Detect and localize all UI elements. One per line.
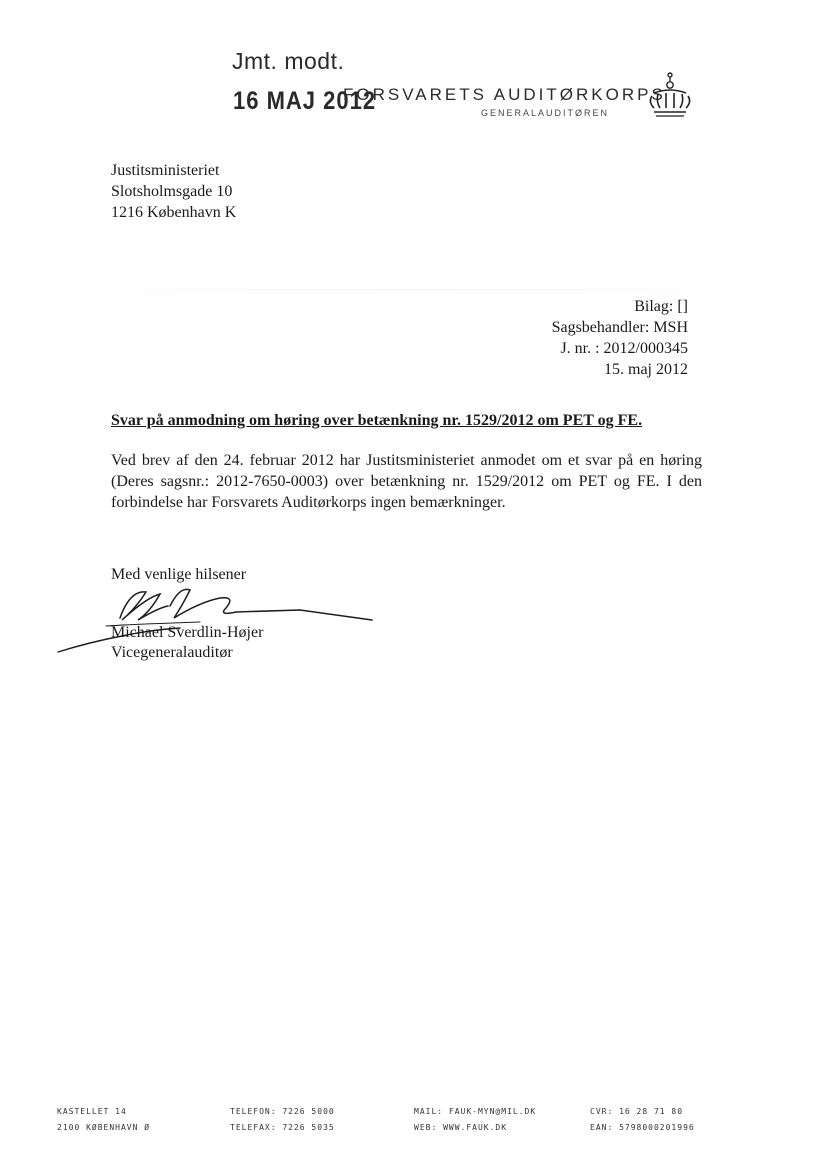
letterhead-name: FORSVARETS AUDITØRKORPS <box>343 85 666 104</box>
footer-registration <box>590 1104 695 1136</box>
letter-subject: Svar på anmodning om høring over betænkning nr. 1529/2012 om PET og FE. <box>111 412 643 429</box>
reference-block <box>552 296 688 380</box>
case-handler: Sagsbehandler: MSH <box>551 319 688 336</box>
received-stamp: Jmt. modt. <box>232 48 345 74</box>
footer-line: EAN: 5798000201996 <box>590 1123 695 1132</box>
footer-line: CVR: 16 28 71 80 <box>590 1107 684 1116</box>
recipient-address <box>111 160 236 223</box>
footer-line: WEB: WWW.FAUK.DK <box>414 1123 508 1132</box>
attachments-label: Bilag: [] <box>634 298 688 315</box>
letter-date: 15. maj 2012 <box>604 361 688 378</box>
footer-phone <box>230 1104 335 1136</box>
footer-contact <box>414 1104 536 1136</box>
footer-line: TELEFAX: 7226 5035 <box>230 1123 335 1132</box>
footer-line: TELEFON: 7226 5000 <box>230 1107 335 1116</box>
crown-icon <box>646 70 694 120</box>
footer-line: KASTELLET 14 <box>57 1107 127 1116</box>
letterhead-subtitle: GENERALAUDITØREN <box>481 108 610 118</box>
recipient-line: Justitsministeriet <box>111 162 220 179</box>
received-date-stamp: 16 MAJ 2012 <box>233 86 377 115</box>
signatory-name: Michael Sverdlin-Højer <box>111 624 264 641</box>
footer-line: MAIL: FAUK-MYN@MIL.DK <box>414 1107 537 1116</box>
closing-greeting: Med venlige hilsener <box>111 566 247 583</box>
letter-body: Ved brev af den 24. februar 2012 har Justitsministeriet anmodet om et svar på en høring (Deres sagsnr.: 2012-7650-0003) over betænkning nr. 1529/2012 om PET og FE. I den forbindelse har Forsvarets Auditørkorps ingen bemærkninger. <box>111 452 702 511</box>
signatory-title: Vicegeneralauditør <box>111 644 233 661</box>
footer-line: 2100 KØBENHAVN Ø <box>57 1123 151 1132</box>
scan-artifact <box>0 289 826 290</box>
journal-number: J. nr. : 2012/000345 <box>560 340 688 357</box>
footer-address <box>57 1104 150 1136</box>
recipient-line: 1216 København K <box>111 204 237 221</box>
recipient-line: Slotsholmsgade 10 <box>111 183 233 200</box>
